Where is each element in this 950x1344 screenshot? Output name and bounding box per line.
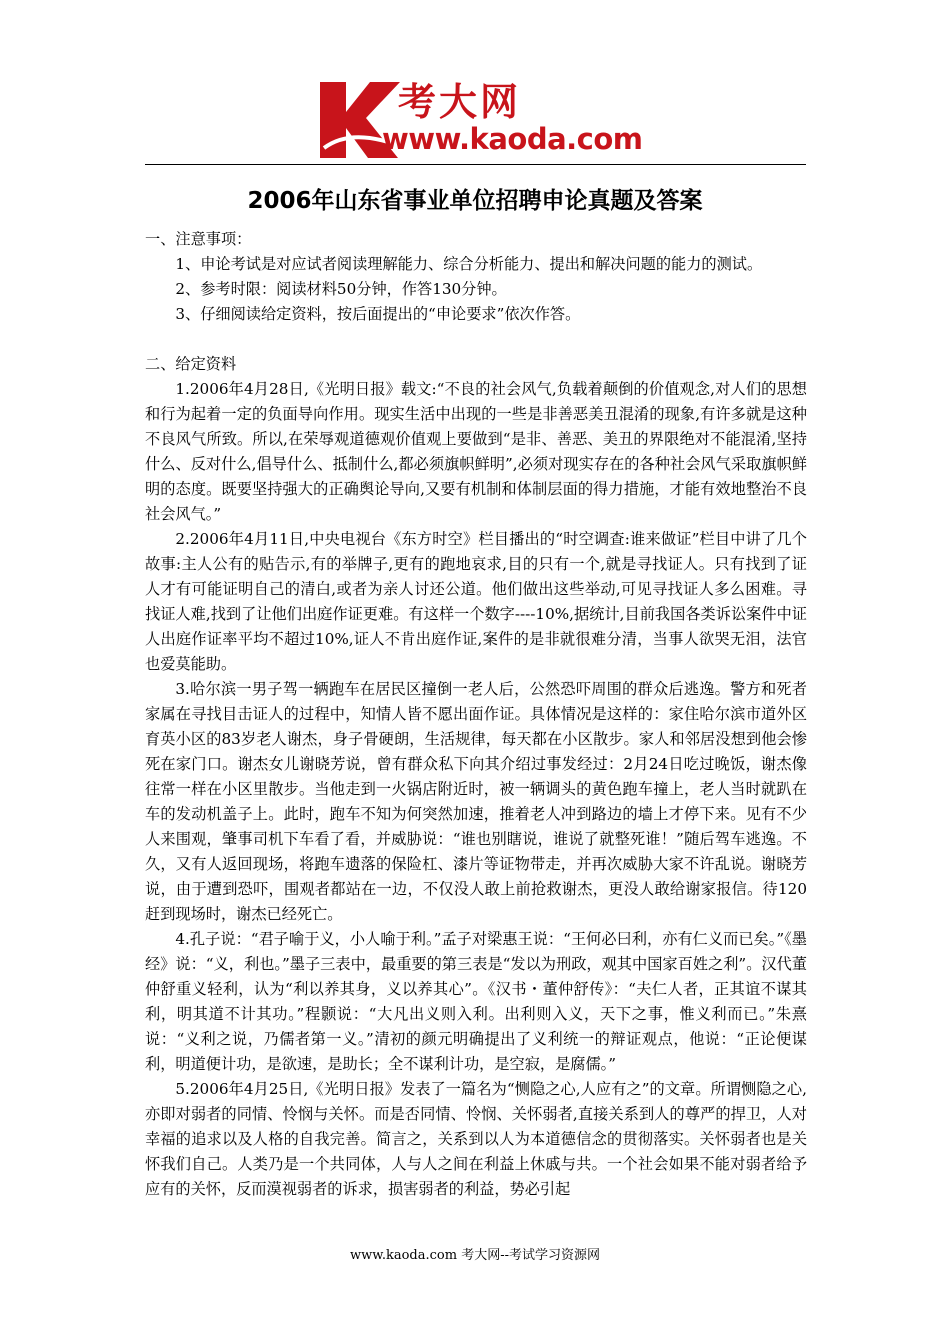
section-spacer xyxy=(145,327,807,352)
material-paragraph: 3.哈尔滨一男子驾一辆跑车在居民区撞倒一老人后，公然恐吓周围的群众后逃逸。警方和死者家属在寻找目击证人的过程中，知情人皆不愿出面作证。具体情况是这样的：家住哈尔滨市道外区育英小区的83岁老人谢杰，身子骨硬朗，生活规律，每天都在小区散步。家人和邻居没想到他会惨死在家门口。谢杰女儿谢晓芳说，曾有群众私下向其介绍过事发经过：2月24日吃过晚饭，谢杰像往常一样在小区里散步。当他走到一火锅店附近时，被一辆调头的黄色跑车撞上，老人当时就趴在车的发动机盖子上。此时，跑车不知为何突然加速，推着老人冲到路边的墙上才停下来。见有不少人来围观，肇事司机下车看了看，并威胁说：“谁也别瞎说，谁说了就整死谁！”随后驾车逃逸。不久，又有人返回现场，将跑车遗落的保险杠、漆片等证物带走，并再次威胁大家不许乱说。谢晓芳说，由于遭到恐吓，围观者都站在一边，不仅没人敢上前抢救谢杰，更没人敢给谢家报信。待120赶到现场时，谢杰已经死亡。 xyxy=(145,680,807,923)
logo-url[interactable]: www.kaoda.com xyxy=(382,122,643,156)
section1-heading: 一、注意事项： xyxy=(145,230,252,248)
material-paragraph: 4.孔子说：“君子喻于义，小人喻于利。”孟子对梁惠王说：“王何必曰利，亦有仁义而已矣。”《墨经》说：“义，利也。”墨子三表中，最重要的第三表是“发以为刑政，观其中国家百姓之利”。汉代董仲舒重义轻利，认为“利以养其身，义以养其心”。《汉书・董仲舒传》：“夫仁人者，正其谊不谋其利，明其道不计其功。”程颢说：“大凡出义则入利。出利则入义，天下之事，惟义利而已。”朱熹说：“义利之说，乃儒者第一义。”清初的颜元明确提出了义利统一的辩证观点，他说：“正论便谋利，明道便计功，是欲速，是助长；全不谋利计功，是空寂，是腐儒。” xyxy=(145,930,807,1073)
page-footer: www.kaoda.com 考大网--考试学习资源网 xyxy=(350,1248,600,1263)
section1-item: 3、仔细阅读给定资料，按后面提出的“申论要求”依次作答。 xyxy=(175,305,581,323)
kaoda-logo xyxy=(318,78,643,160)
material-paragraph: 5.2006年4月25日,《光明日报》发表了一篇名为“恻隐之心,人应有之”的文章。所谓恻隐之心,亦即对弱者的同情、怜悯与关怀。而是否同情、怜悯、关怀弱者,直接关系到人的尊严的捍卫，人对幸福的追求以及人格的自我完善。简言之，关系到以人为本道德信念的贯彻落实。关怀弱者也是关怀我们自己。人类乃是一个共同体，人与人之间在利益上休戚与共。一个社会如果不能对弱者给予应有的关怀，反而漠视弱者的诉求，损害弱者的利益，势必引起 xyxy=(145,1080,807,1198)
section1-item: 1、申论考试是对应试者阅读理解能力、综合分析能力、提出和解决问题的能力的测试。 xyxy=(175,255,763,273)
material-paragraph: 2.2006年4月11日,中央电视台《东方时空》栏目播出的“时空调查:谁来做证”栏目中讲了几个故事:主人公有的贴告示,有的举牌子,更有的跑地哀求,目的只有一个,就是寻找证人。只有找到了证人才有可能证明自己的清白,或者为亲人讨还公道。他们做出这些举动,可见寻找证人多么困难。寻找证人难,找到了让他们出庭作证更难。有这样一个数字----10%,据统计,目前我国各类诉讼案件中证人出庭作证率平均不超过10%,证人不肯出庭作证,案件的是非就很难分清，当事人欲哭无泪，法官也爱莫能助。 xyxy=(145,530,807,673)
page-title: 2006年山东省事业单位招聘申论真题及答案 xyxy=(247,188,703,214)
material-paragraph: 1.2006年4月28日,《光明日报》载文:“不良的社会风气,负载着颠倒的价值观念,对人们的思想和行为起着一定的负面导向作用。现实生活中出现的一些是非善恶美丑混淆的现象,有许多就是这种不良风气所致。所以,在荣辱观道德观价值观上要做到“是非、善恶、美丑的界限绝对不能混淆,坚持什么、反对什么,倡导什么、抵制什么,都必须旗帜鲜明”,必须对现实存在的各种社会风气采取旗帜鲜明的态度。既要坚持强大的正确舆论导向,又要有机制和体制层面的得力措施，才能有效地整治不良社会风气。” xyxy=(145,380,807,523)
section2-heading: 二、给定资料 xyxy=(145,355,237,373)
section1-item: 2、参考时限：阅读材料50分钟，作答130分钟。 xyxy=(175,280,507,298)
logo-name-cn: 考大网 xyxy=(398,80,522,124)
header-divider xyxy=(145,164,806,165)
document-body xyxy=(145,227,807,1202)
